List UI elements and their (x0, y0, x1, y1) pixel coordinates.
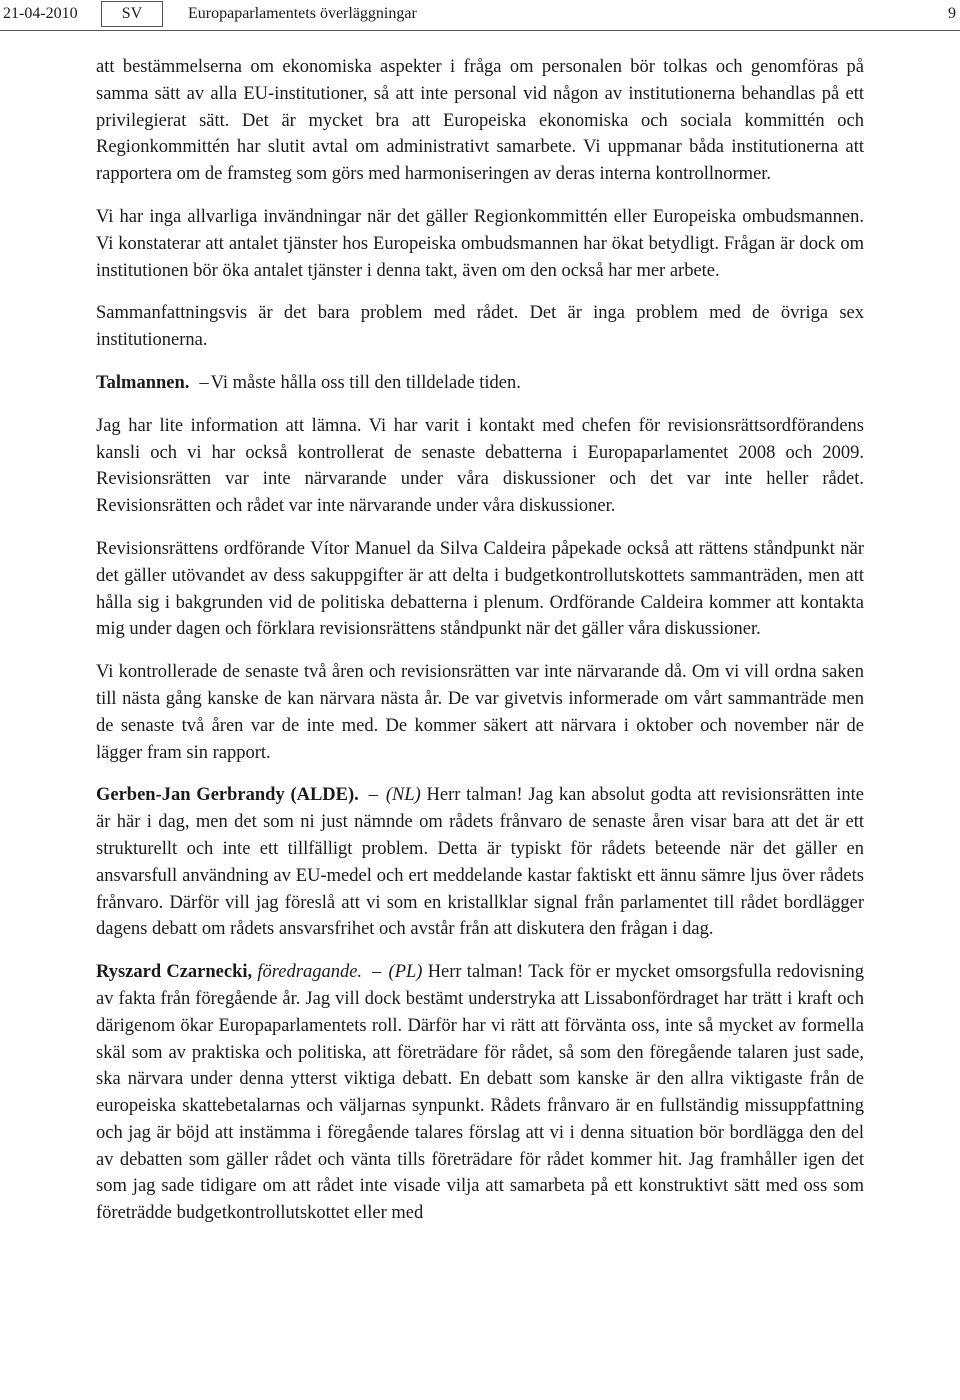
speaker-paragraph (96, 782, 864, 943)
speaker-paragraph (96, 959, 864, 1227)
document-title: Europaparlamentets överläggningar (188, 5, 417, 22)
language-tag: (NL) (385, 785, 421, 806)
speaker-role: föredragande. (257, 962, 363, 983)
paragraph: Jag har lite information att lämna. Vi har varit i kontakt med chefen för revisionsrättsordförandens kansli och vi har också kontrollerat de senaste debatterna i Europaparlamentet 2008 och 2009. Revisionsrätten var inte närvarande under våra diskussioner och det var inte heller rådet. Revisionsrätten och rådet var inte närvarande under våra diskussioner. (96, 415, 864, 517)
speech-text: Vi måste hålla oss till den tilldelade tiden. (210, 372, 521, 393)
language-tag: (PL) (388, 962, 423, 983)
speech-text: Herr talman! Tack för er mycket omsorgsfulla redovisning av fakta från föregående år. Jag vill dock bestämt understryka att Lissabonfördraget har trätt i kraft och därigenom ökar Europaparlamentets roll. Därför har vi rätt att förvänta oss, inte så mycket av formella skäl som av praktiska och politiska, att företrädare för rådet, så som den föregående talaren just sade, ska närvara under denna ytterst viktiga debatt. En debatt som kanske är den allra viktigaste från de europeiska skattebetalarnas och väljarnas synpunkt. Rådets frånvaro är en fullständig missuppfattning och jag är böjd att instämma i föregående talares förslag att vi i denna situation bör bordlägga den del av debatten som gäller rådet och vänta tills företrädare för rådet kommer hit. Jag framhåller igen det som jag sade tidigare om att rådet inte visade vilja att samarbeta på ett konstruktivt sätt med oss som företrädde budgetkontrollutskottet eller med (96, 962, 865, 1224)
em-dash: – (372, 962, 382, 983)
header-date: 21-04-2010 (3, 5, 78, 22)
paragraph: Revisionsrättens ordförande Vítor Manuel da Silva Caldeira påpekade också att rättens ståndpunkt när det gäller utövandet av dess sakuppgifter är att delta i budgetkontrollutskottets sammanträden, men att hålla sig i bakgrunden vid de politiska debatterna i plenum. Ordförande Caldeira kommer att kontakta mig under dagen och förklara revisionsrättens ståndpunkt när det gäller våra diskussioner. (96, 538, 864, 640)
paragraph: Vi har inga allvarliga invändningar när det gäller Regionkommittén eller Europeiska ombudsmannen. Vi konstaterar att antalet tjänster hos Europeiska ombudsmannen har ökat betydligt. Frågan är dock om institutionen bör öka antalet tjänster i denna takt, även om den också har mer arbete. (96, 206, 864, 281)
speaker-paragraph (96, 370, 864, 397)
speech-text: Herr talman! Jag kan absolut godta att revisionsrätten inte är här i dag, men det som ni just nämnde om rådets frånvaro de senaste åren visar bara att det är ett strukturellt och inte ett tillfälligt problem. Detta är typiskt för rådets beteende när det gäller en ansvarsfull användning av EU-medel och ert meddelande kastar faktiskt ett ännu sämre ljus över rådets frånvaro. Därför vill jag föreslå att vi som en kristallklar signal från parlamentet till rådet bordlägger dagens debatt om rådets ansvarsfrihet och avstår från att diskutera den frågan i dag. (96, 785, 865, 940)
speaker-name: Gerben-Jan Gerbrandy (ALDE). (96, 785, 359, 806)
speaker-name: Talmannen. (96, 372, 190, 393)
paragraph: Sammanfattningsvis är det bara problem med rådet. Det är inga problem med de övriga sex institutionerna. (96, 303, 864, 351)
page-number: 9 (948, 5, 956, 22)
speaker-name: Ryszard Czarnecki, (96, 962, 253, 983)
paragraph: att bestämmelserna om ekonomiska aspekter i fråga om personalen bör tolkas och genomföras på samma sätt av alla EU-institutioner, så att inte personal vid någon av institutionerna behandlas på ett privilegierat sätt. Det är mycket bra att Europeiska ekonomiska och sociala kommittén och Regionkommittén har slutit avtal om administrativt samarbete. Vi uppmanar båda institutionerna att rapportera om de framsteg som görs med harmoniseringen av deras interna kontrollnormer. (96, 57, 864, 185)
em-dash: – (368, 785, 379, 806)
page-body (96, 54, 864, 1227)
language-box: SV (101, 1, 163, 27)
em-dash: – (199, 372, 209, 393)
page-header (0, 0, 960, 31)
paragraph: Vi kontrollerade de senaste två åren och revisionsrätten var inte närvarande då. Om vi vill ordna saken till nästa gång kanske de kan närvara nästa år. De var givetvis informerade om vårt sammanträde men de senaste två åren var de inte med. De kommer säkert att närvara i oktober och november när de lägger fram sin rapport. (96, 662, 864, 763)
